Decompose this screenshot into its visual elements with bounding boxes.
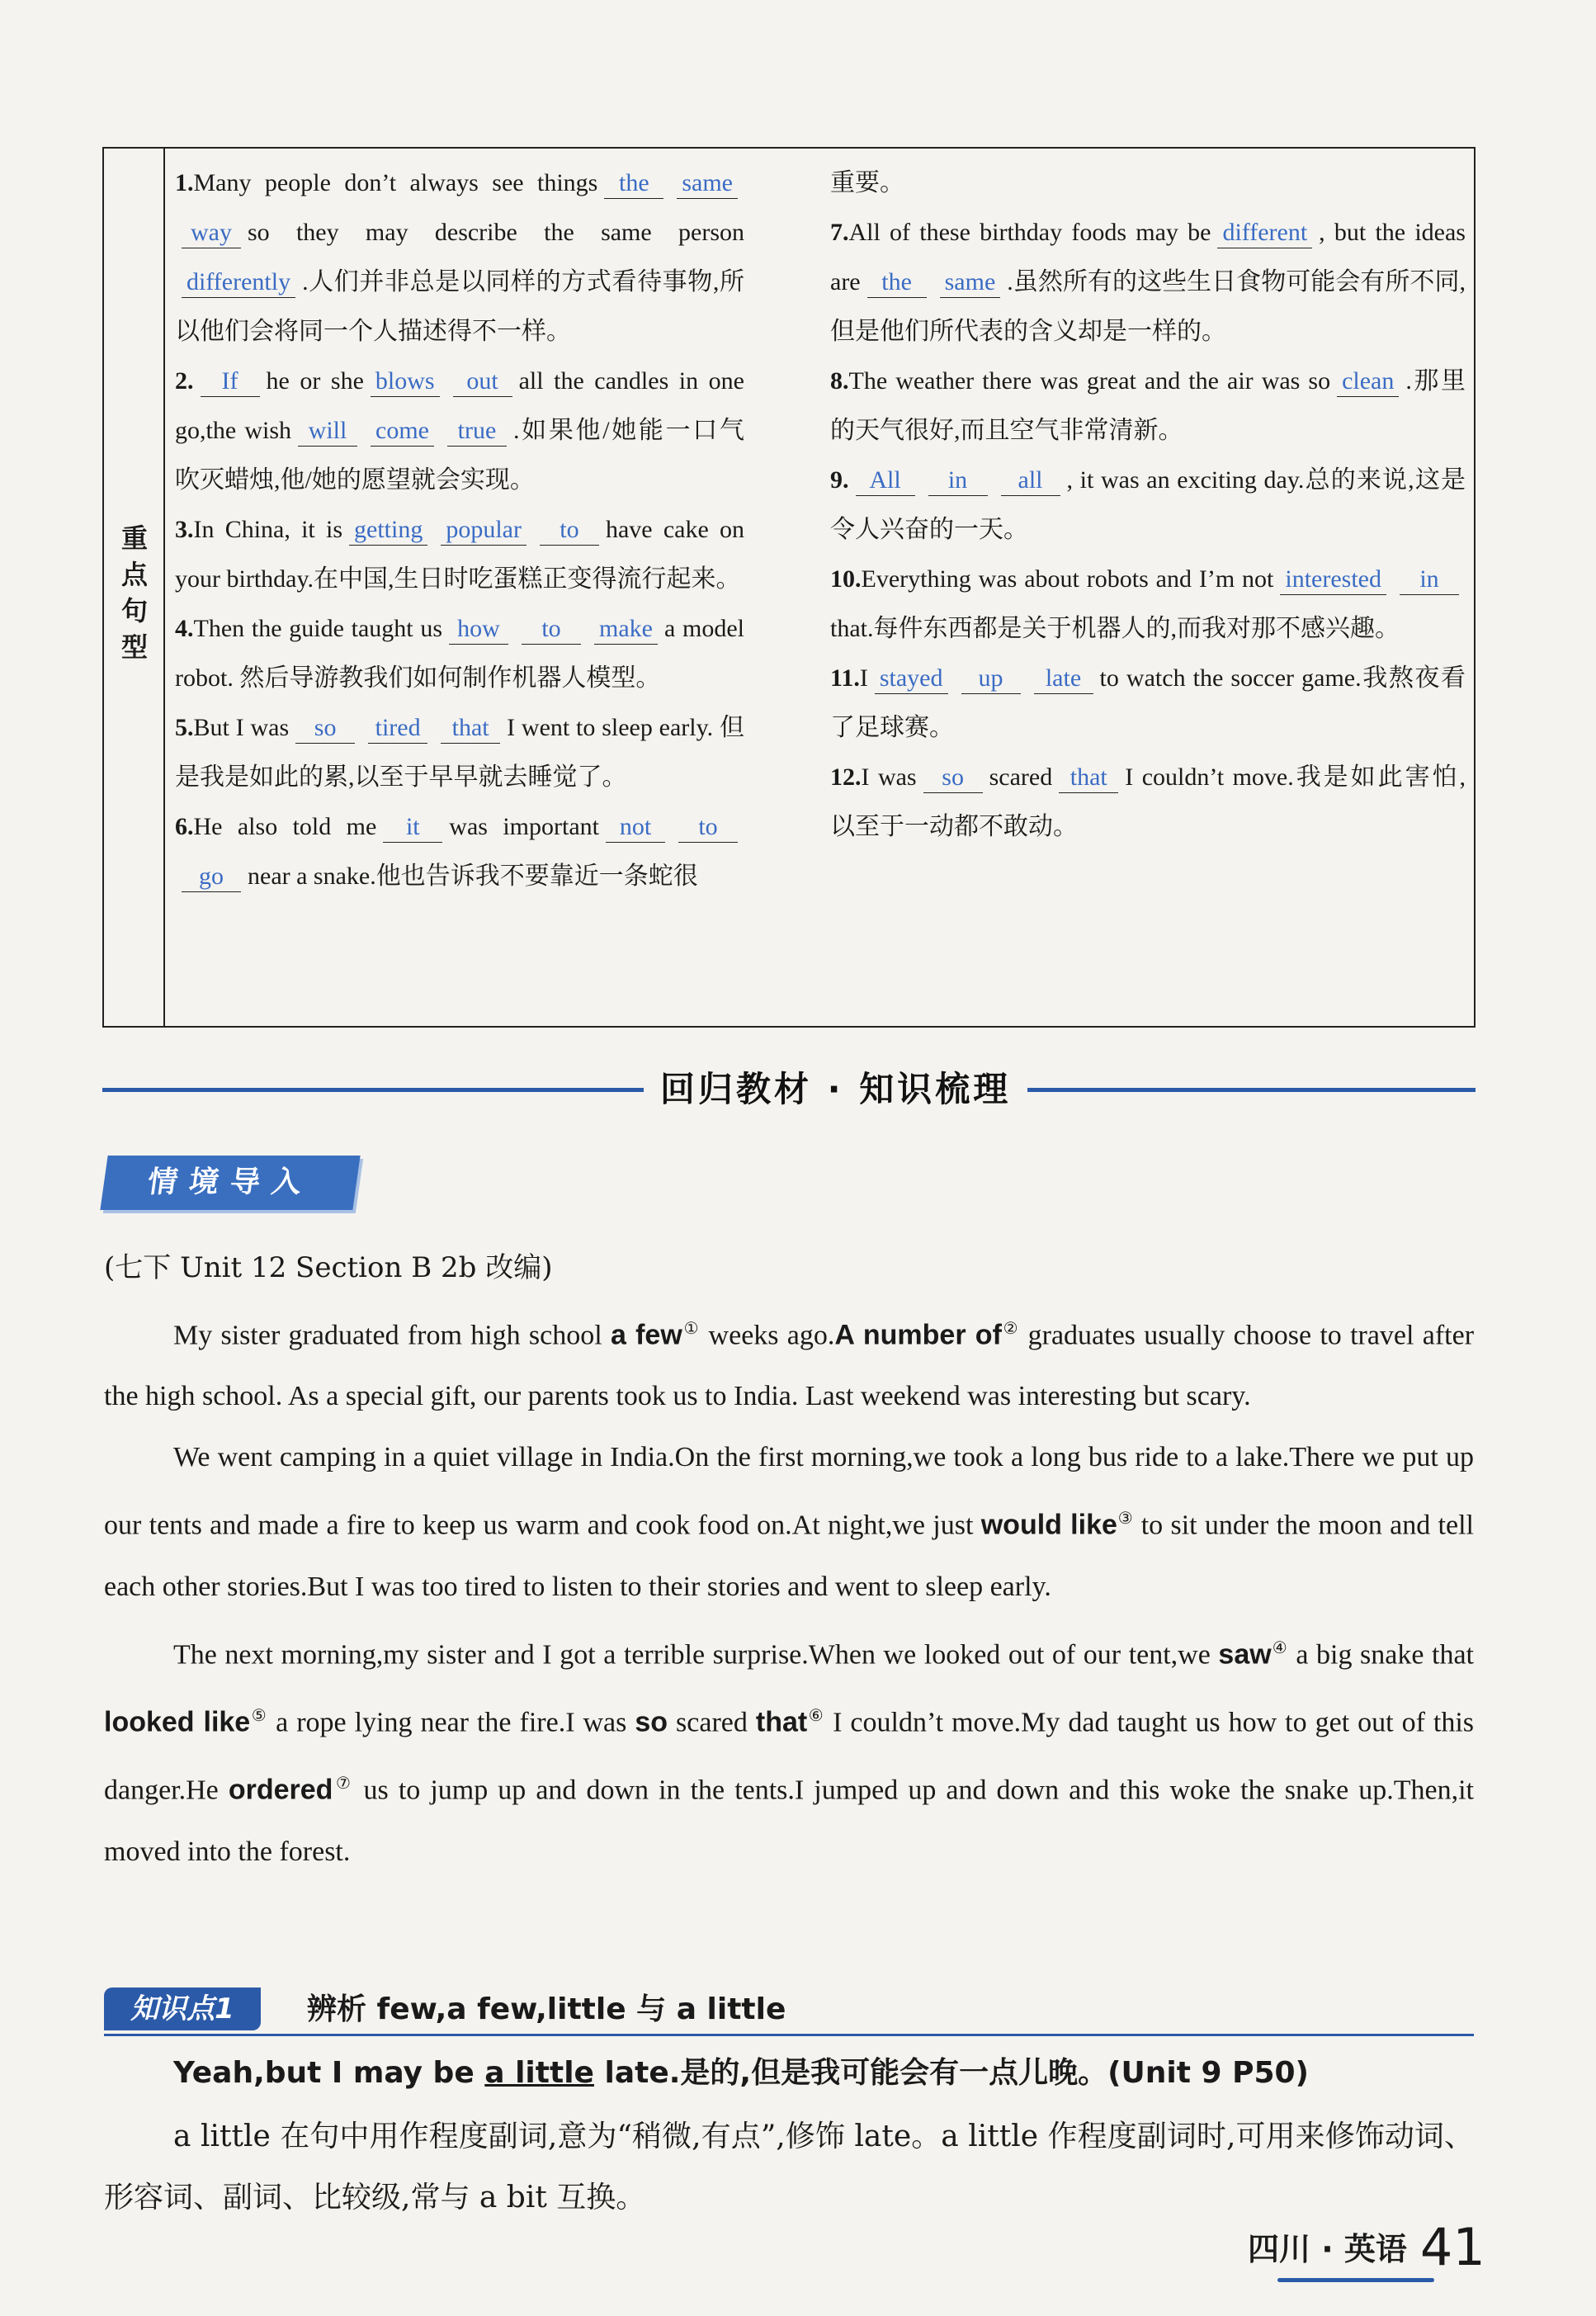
item-text: near a snake.他也告诉我不要靠近一条蛇很 — [248, 863, 698, 890]
phrase-marker: ① — [682, 1320, 701, 1338]
example-pre: Yeah,but I may be — [173, 2056, 485, 2090]
item-text: The weather there was great and the air was so — [848, 367, 1331, 395]
sentence-item — [175, 357, 744, 505]
answer-blank: If — [201, 366, 260, 397]
item-number: 9. — [830, 466, 849, 494]
item-text: Everything was about robots and I’m not — [861, 565, 1274, 593]
answer-blank: how — [449, 614, 508, 645]
passage-source: (七下 Unit 12 Section B 2b 改编) — [104, 1251, 553, 1284]
footer — [1248, 2217, 1485, 2277]
phrase-marker: ⑦ — [333, 1775, 354, 1794]
sentence-item — [830, 555, 1466, 654]
sentence-item — [830, 753, 1466, 852]
item-text: I was — [861, 763, 917, 791]
sentence-item — [830, 654, 1466, 753]
explanation-text: a little 在句中用作程度副词,意为“稍微,有点”,修饰 late。a little 作程度副词时,可用来修饰动词、形容词、副词、比较级,常与 a bit 互换。 — [104, 2120, 1474, 2214]
key-phrase: would like — [980, 1509, 1117, 1541]
page-number: 41 — [1419, 2217, 1485, 2277]
item-number: 1. — [175, 169, 194, 196]
item-text: to watch the soccer game.我熬夜看了足球赛。 — [830, 664, 1466, 741]
item-number: 8. — [830, 367, 849, 395]
answer-blank: so — [295, 713, 355, 744]
key-phrase: so — [635, 1706, 668, 1738]
answer-blank: different — [1217, 218, 1312, 248]
answer-blank: that — [1059, 763, 1118, 793]
answer-blank: way — [182, 218, 241, 248]
sentence-item — [830, 357, 1466, 456]
key-phrase: a few — [610, 1319, 682, 1351]
item-text: But I was — [193, 714, 290, 741]
answer-blank: clean — [1337, 366, 1399, 397]
explanation — [104, 2106, 1474, 2229]
answer-blank: it — [383, 812, 442, 843]
item-text: I couldn’t move.我是如此害怕,以至于一动都不敢动。 — [830, 763, 1466, 840]
item-text: so they may describe the same person — [248, 219, 744, 246]
passage-text: to sit under the moon and tell each other stories.But I was too tired to listen to their stories and went to sleep early. — [104, 1510, 1474, 1602]
example-underlined: a little — [484, 2056, 594, 2090]
sentence-item — [175, 505, 744, 604]
item-text: that.每件东西都是关于机器人的,而我对那不感兴趣。 — [830, 615, 1400, 642]
answer-blank: blows — [371, 366, 440, 397]
passage-text: We went camping in a quiet village in India.On the first morning,we took a long bus ride to a lake.There we put up our tents and made a fire to keep us warm and cook food on.At night,we just — [104, 1442, 1474, 1541]
sentence-item — [175, 604, 744, 703]
answer-blank: interested — [1280, 565, 1386, 595]
item-number: 6. — [175, 813, 194, 840]
answer-blank: go — [182, 862, 241, 892]
item-text: All of these birthday foods may be — [848, 219, 1211, 246]
item-text: .人们并非总是以同样的方式看待事物,所以他们会将同一个人描述得不一样。 — [175, 268, 744, 345]
answer-blank: to — [522, 614, 581, 645]
passage-text: a rope lying near the fire.I was — [267, 1707, 635, 1738]
item-text: .虽然所有的这些生日食物可能会有所不同,但是他们所代表的含义却是一样的。 — [830, 268, 1466, 345]
answer-blank: stayed — [875, 664, 948, 694]
phrase-marker: ③ — [1117, 1510, 1134, 1529]
key-phrase: ordered — [228, 1774, 333, 1806]
sentence-item — [175, 703, 744, 802]
answer-blank: the — [604, 168, 663, 199]
item-number: 4. — [175, 615, 194, 642]
item-text: , it was an exciting day.总的来说,这是令人兴奋的一天。 — [830, 466, 1466, 543]
knowledge-point-header — [104, 1986, 1474, 2036]
item-text: .那里的天气很好,而且空气非常清新。 — [830, 367, 1466, 444]
answer-blank: make — [594, 614, 658, 645]
answer-blank: to — [678, 812, 738, 843]
item-number: 5. — [175, 714, 194, 741]
passage-text: The next morning,my sister and I got a terrible surprise.When we looked out of our tent,we — [173, 1638, 1219, 1670]
sentence-item — [830, 208, 1466, 357]
answer-blank: come — [371, 416, 434, 447]
phrase-marker: ⑤ — [250, 1706, 268, 1725]
section-line-left — [102, 1088, 663, 1092]
answer-blank: popular — [441, 515, 526, 546]
item-number: 12. — [830, 763, 862, 791]
passage-text: weeks ago. — [700, 1320, 835, 1351]
item-text: have cake on your birthday.在中国,生日时吃蛋糕正变得流行起来。 — [175, 516, 744, 593]
knowledge-point-badge: 知识点1 — [104, 1988, 261, 2030]
item-text: In China, it is — [193, 516, 342, 543]
key-sentences-box — [102, 147, 1476, 1028]
answer-blank: will — [298, 416, 357, 447]
answer-blank: that — [441, 713, 500, 744]
phrase-marker: ④ — [1271, 1638, 1288, 1657]
answer-blank: getting — [349, 515, 427, 546]
answer-blank: not — [606, 812, 665, 843]
item-text: He also told me — [193, 813, 377, 840]
answer-blank: same — [677, 168, 738, 199]
section-header — [102, 1065, 1476, 1114]
answer-blank: true — [447, 416, 507, 447]
phrase-marker: ⑥ — [807, 1706, 825, 1725]
passage-text: I couldn’t move.My dad taught us how to get out of this danger.He — [104, 1707, 1475, 1806]
answer-blank: in — [928, 466, 988, 496]
sentence-item — [830, 158, 1466, 208]
answer-blank: differently — [182, 267, 295, 298]
passage-text: graduates usually choose to travel after the high school. As a special gift, our parents took us to India. Last weekend was interesting but scary. — [104, 1320, 1475, 1412]
footer-label: 四川 · 英语 — [1248, 2231, 1407, 2267]
item-text: 重要。 — [830, 169, 904, 196]
item-text: I — [859, 664, 868, 692]
sentence-item — [830, 456, 1466, 555]
footer-line — [1277, 2278, 1434, 2282]
item-number: 3. — [175, 516, 194, 543]
item-text: Then the guide taught us — [193, 615, 442, 642]
answer-blank: late — [1034, 664, 1093, 694]
side-column — [104, 149, 165, 1026]
passage-text: My sister graduated from high school — [173, 1320, 611, 1351]
context-tag: 情境导入 — [100, 1156, 360, 1210]
item-number: 2. — [175, 367, 194, 395]
item-text: Many people don’t always see things — [193, 169, 598, 196]
passage-paragraph — [104, 1618, 1474, 1883]
right-column — [830, 158, 1466, 852]
item-number: 11. — [830, 664, 860, 692]
phrase-marker: ② — [1001, 1320, 1020, 1338]
sentence-item — [175, 802, 744, 901]
side-label: 重点句型 — [120, 522, 148, 663]
answer-blank: in — [1400, 565, 1459, 595]
knowledge-point-title: 辨析 few,a few,little 与 a little — [307, 1992, 786, 2026]
answer-blank: tired — [368, 713, 427, 744]
answer-blank: same — [940, 267, 1001, 298]
item-text: a model robot. 然后导游教我们如何制作机器人模型。 — [175, 615, 744, 692]
item-text: , but the ideas are — [830, 219, 1466, 295]
item-text: was important — [449, 813, 599, 840]
left-column — [175, 158, 744, 901]
item-text: I went to sleep early. 但是我是如此的累,以至于早早就去睡觉了。 — [175, 714, 744, 791]
answer-blank: up — [961, 664, 1021, 694]
item-text: .如果他/她能一口气吹灭蜡烛,他/她的愿望就会实现。 — [175, 417, 744, 494]
passage-text: a big snake that — [1287, 1638, 1475, 1670]
sentence-item — [175, 158, 744, 357]
item-text: all the candles in one go,the wish — [175, 367, 744, 444]
key-phrase: that — [755, 1706, 808, 1738]
answer-blank: All — [856, 466, 915, 496]
answer-blank: out — [453, 366, 512, 397]
item-text: he or she — [266, 367, 364, 395]
item-number: 10. — [830, 565, 862, 593]
answer-blank: the — [867, 267, 927, 298]
passage-paragraph — [104, 1427, 1474, 1617]
answer-blank: to — [540, 515, 599, 546]
passage — [104, 1298, 1474, 1883]
example-sentence — [173, 2049, 1309, 2098]
passage-text: us to jump up and down in the tents.I jumped up and down and this woke the snake up.Then,it moved into the forest. — [104, 1775, 1474, 1867]
section-title: 回归教材 · 知识梳理 — [644, 1065, 1027, 1114]
item-number: 7. — [830, 219, 849, 246]
key-phrase: saw — [1218, 1638, 1272, 1670]
answer-blank: so — [923, 763, 983, 793]
passage-text: scared — [668, 1707, 756, 1738]
key-phrase: looked like — [104, 1706, 251, 1738]
passage-paragraph — [104, 1298, 1474, 1427]
key-phrase: A number of — [834, 1319, 1002, 1351]
example-post: late.是的,但是我可能会有一点儿晚。(Unit 9 P50) — [593, 2056, 1310, 2090]
item-text: scared — [989, 763, 1053, 791]
answer-blank: all — [1001, 466, 1060, 496]
